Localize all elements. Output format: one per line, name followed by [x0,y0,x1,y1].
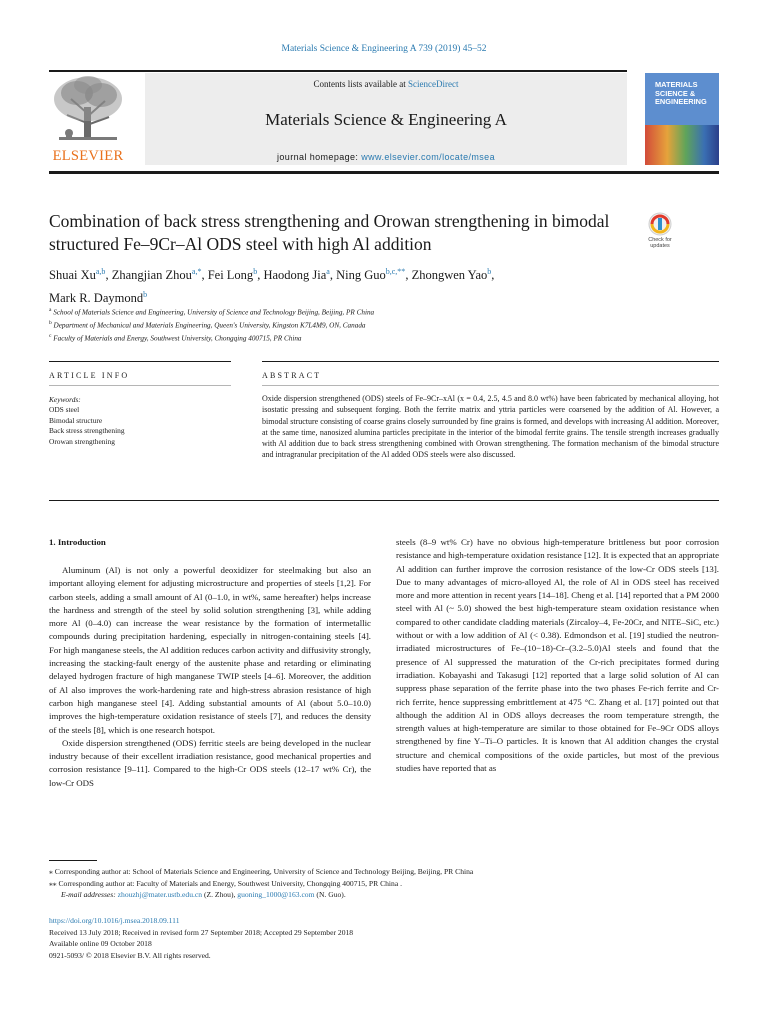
author-list [49,262,649,308]
header-rule-bottom [49,171,719,174]
affiliations [49,305,609,344]
body-paragraph: Oxide dispersion strengthened (ODS) ferritic steels are being developed in the nuclear industry because of their excellent irradiation resistance, good mechanical properties and corrosion resistance [9–11]. Compared to the high-Cr ODS steels (12–17 wt% Cr), the low-Cr ODS [49,737,371,788]
author-affiliation-marker[interactable]: a [326,267,330,276]
body-column-left [49,564,371,790]
section-heading-introduction: 1. Introduction [49,537,106,547]
affiliation-b: $^b$ Department of Mechanical and Materials Engineering, Queen's University, Kingston K7L4M9, ON, Canada [49,319,366,330]
abstract-rule-bottom [49,500,719,501]
keyword-item: ODS steel [49,405,80,415]
keyword-item: Back stress strengthening [49,426,125,436]
footnote-rule [49,860,97,861]
author-affiliation-marker[interactable]: b [143,290,148,300]
author-affiliation-marker[interactable]: a,* [191,267,202,276]
elsevier-wordmark: ELSEVIER [52,148,124,164]
keywords-block [49,395,231,447]
corresponding-author-2: ⁎⁎ Corresponding author at: Faculty of Materials and Energy, Southwest University, Chongqing 400715, PR China . [49,878,403,888]
journal-cover-thumbnail[interactable] [645,73,719,165]
author-affiliation-marker[interactable]: b [253,267,258,276]
author-name[interactable]: Haodong Jia [263,268,327,283]
author-separator: , [329,268,337,283]
available-online: Available online 09 October 2018 [49,939,152,949]
author-separator: , [405,268,412,283]
info-rule-sub [49,385,231,386]
footnotes [49,866,719,901]
received-dates: Received 13 July 2018; Received in revised form 27 September 2018; Accepted 29 September 2018 [49,927,354,937]
elsevier-logo[interactable] [49,73,127,165]
publication-info [49,915,719,961]
author-name[interactable]: Zhongwen Yao [411,268,488,283]
journal-homepage: journal homepage: www.elsevier.com/locate/msea [276,152,495,162]
body-column-right [396,536,719,775]
crossmark-label: Check for updates [648,237,672,249]
sciencedirect-link[interactable]: ScienceDirect [408,79,459,89]
author-name[interactable]: Shuai Xu [49,268,96,283]
abstract-rule-top [262,361,719,362]
affiliation-c: $^c$ Faculty of Materials and Energy, Southwest University, Chongqing 400715, PR China [49,332,302,343]
info-rule-top [49,361,231,362]
abstract-text: Oxide dispersion strengthened (ODS) steels of Fe–9Cr–xAl (x = 0.4, 2.5, 4.5 and 8.0 wt%) have been fabricated by mechanical alloying, hot isostatic pressing and subsequent forging. Both the ferrite matrix and yttria particles were coarsened by the addition of Al. However, a bimodal structure consisting of coarse grains closely surrounded by fine grains is formed, and develops with increasing Al addition. Moreover, at the same time, nanosized alumina particles precipitate in the interior of the bimodal ferrite grains. The tensile strength increases gradually with Al addition due to back stress strengthening combined with Orowan strengthening. The formation mechanism of the bimodal structure and intragranular precipitation of the Al added ODS steels were also discussed. [262,394,719,460]
author-affiliation-marker[interactable]: a,b [95,267,106,276]
author-separator: , [105,268,112,283]
author-affiliation-marker[interactable]: b,c,** [385,267,406,276]
email-addresses: E-mail addresses: zhouzhj@mater.ustb.edu.cn (Z. Zhou), guoning_1000@163.com (N. Guo). [61,890,346,900]
header-rule-top [49,70,627,72]
author-separator: , [201,268,208,283]
article-info-label: ARTICLE INFO [49,371,130,380]
email-link-zhou[interactable]: zhouzhj@mater.ustb.edu.cn [117,890,203,900]
body-paragraph: steels (8–9 wt% Cr) have no obvious high-temperature brittleness but poor corrosion resistance and high-temperature oxidation resistance [12]. It is expected that an appropriate Al addition can further improve the corrosion resistance of the low-Cr ODS steels [13]. Due to many advantages of micro-alloyed Al, the role of Al in ODS steel has received more and more attention in recent years [14–18]. Cheng et al. [14] reported that a PM 2000 steel with Al (~ 5.0) showed the best high-temperature steam oxidation resistance when compared to other candidate cladding materials (Zircaloy–4, Fe-20Cr, and NITE–SiC, etc.) without or with a low addition of Al (< 0.38). Edmondson et al. [19] studied the neutron-irradiated microstructures of Fe–(10−18)-Cr–(3.2–5.0)Al steels and found that the presence of Al suppressed the maturation of the Cr-rich precipitates formed during irradiation. Kobayashi and Takasugi [12] reported that a large solid solution of Al can suppress phase separation of the ferrite phase into the two phases Fe-rich ferrite and Cr-rich ferrite, hence suppressing embrittlement at 475 °C. Zhang et al. [17] pointed out that although the addition Al in ODS alloys decreases the room temperature strength, the strength values at high-temperature are similar to those obtained for Fe–9Cr ODS alloys strengthened by fine Y–Ti–O particles. It is known that Al addition changes the crystal structure and chemical compositions of the oxide particles, but most of the previous studies have reported that as [396,537,719,774]
author-separator: , [491,268,495,283]
cover-image-strip [645,125,719,165]
journal-title: Materials Science & Engineering A [265,110,507,129]
author-name[interactable]: Mark R. Daymond [49,291,144,306]
corresponding-author-1: ⁎ Corresponding author at: School of Materials Science and Engineering, University of Science and Technology Beijing, Beijing, PR China [49,867,474,876]
homepage-link[interactable]: www.elsevier.com/locate/msea [361,152,495,162]
copyright: 0921-5093/ © 2018 Elsevier B.V. All rights reserved. [49,950,211,960]
article-title: Combination of back stress strengthening and Orowan strengthening in bimodal structured Fe–9Cr–Al ODS steel with high Al addition [49,211,610,254]
author-name[interactable]: Zhangjian Zhou [111,268,192,283]
keyword-item: Orowan strengthening [49,436,115,446]
email-link-guo[interactable]: guoning_1000@163.com [237,890,315,900]
doi-link[interactable]: https://doi.org/10.1016/j.msea.2018.09.111 [49,916,180,925]
journal-citation[interactable]: Materials Science & Engineering A 739 (2019) 45–52 [281,44,487,54]
cover-title: MATERIALS SCIENCE & ENGINEERING [655,80,707,107]
author-name[interactable]: Ning Guo [336,268,386,283]
author-separator: , [257,268,264,283]
body-paragraph: Aluminum (Al) is not only a powerful deoxidizer for steelmaking but also an important alloying element for adjusting microstructure and properties of steels [1,2]. For carbon steels, adding a small amount of Al (0–1.0, in wt%, same hereafter) helps increase the hardness and strength of the steel by solid solution strengthening [3], while adding more Al (0–4.0) can increase the wear resistance by the formation of intermetallic compounds during precipitation hardening, especially in nitrogen-containing steels [4]. For high manganese steels, the Al addition reduces carbon activity and diffusivity strongly, increasing the stacking-fault energy of the austenite phase and retarding or eliminating delayed hydrogen fracture of high manganese TWIP steels [4–6]. Moreover, the addition of Al also improves the work-hardening rate and high-stress abrasion resistance of high carbon high manganese steel [4]. Adding substantial amounts of Al (about 5.0–10.0) improves the high-temperature oxidation resistance of steels [7], and reduces the density of the steels [8], which is one research hotspot. [49,565,371,735]
elsevier-tree-icon [49,73,127,147]
affiliation-a: $^a$ School of Materials Science and Engineering, University of Science and Technology Beijing, Beijing, PR China [49,307,375,317]
keyword-item: Bimodal structure [49,415,103,425]
abstract-rule-sub [262,385,719,386]
crossmark-icon [643,212,677,238]
contents-line: Contents lists available at ScienceDirect [313,79,459,89]
author-affiliation-marker[interactable]: b [487,267,492,276]
abstract-label: ABSTRACT [262,371,322,380]
keywords-label: Keywords: [49,395,81,404]
author-name[interactable]: Fei Long [207,268,254,283]
crossmark-badge[interactable] [643,212,677,252]
